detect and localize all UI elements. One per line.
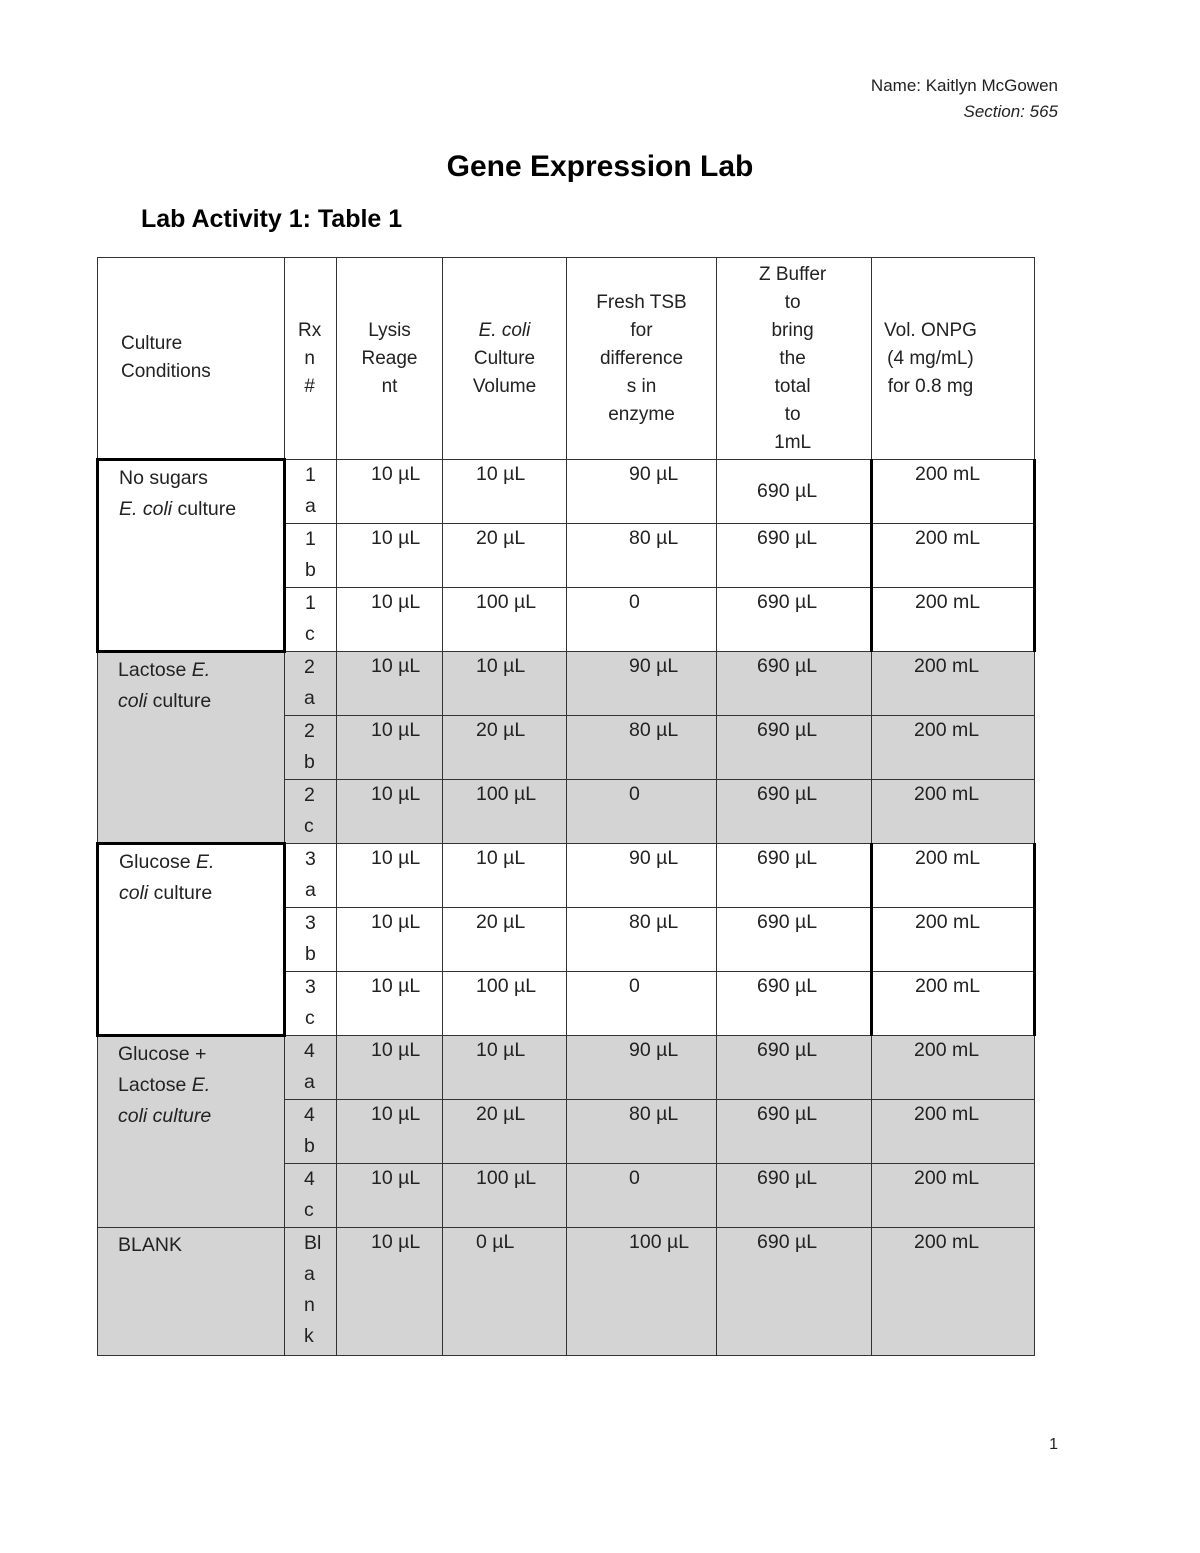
header-fresh-tsb xyxy=(567,258,717,460)
lysis-cell: 10 µL xyxy=(337,524,443,588)
lysis-cell: 10 µL xyxy=(337,1164,443,1228)
header-z-buffer-text xyxy=(759,261,826,457)
rxn-text: 1 xyxy=(305,464,316,486)
header-line: Lysis xyxy=(368,319,411,341)
rxn-cell xyxy=(285,844,337,908)
header-line: Vol. ONPG xyxy=(884,319,977,341)
header-line: bring xyxy=(771,319,814,341)
header-coli-volume xyxy=(443,258,567,460)
coli-volume-cell: 20 µL xyxy=(443,716,567,780)
header-line: Rx xyxy=(298,319,322,341)
z-buffer-cell: 690 µL xyxy=(717,1100,872,1164)
culture-condition-cell: BLANK xyxy=(98,1228,285,1356)
rxn-text: b xyxy=(305,559,316,581)
fresh-tsb-cell: 0 xyxy=(567,972,717,1036)
rxn-text: 2 xyxy=(304,656,315,678)
fresh-tsb-cell: 90 µL xyxy=(567,652,717,716)
rxn-cell xyxy=(285,460,337,524)
header-fresh-tsb-text xyxy=(596,289,686,429)
coli-volume-cell: 10 µL xyxy=(443,1036,567,1100)
fresh-tsb-cell: 90 µL xyxy=(567,1036,717,1100)
fresh-tsb-cell: 0 xyxy=(567,1164,717,1228)
header-rxn xyxy=(285,258,337,460)
onpg-cell: 200 mL xyxy=(872,1164,1035,1228)
coli-volume-cell: 10 µL xyxy=(443,652,567,716)
fresh-tsb-cell: 80 µL xyxy=(567,716,717,780)
header-line: for 0.8 mg xyxy=(887,375,974,397)
rxn-text: 4 xyxy=(304,1168,315,1190)
lysis-cell: 10 µL xyxy=(337,460,443,524)
rxn-text: Bl xyxy=(304,1232,322,1254)
header-line: total xyxy=(774,375,811,397)
rxn-text: k xyxy=(304,1325,314,1347)
coli-volume-cell: 100 µL xyxy=(443,588,567,652)
lysis-cell: 10 µL xyxy=(337,844,443,908)
onpg-cell: 200 mL xyxy=(872,588,1035,652)
rxn-text: c xyxy=(305,623,315,645)
header-line: nt xyxy=(381,375,398,397)
condition-text: Glucose + xyxy=(118,1043,207,1065)
z-buffer-cell: 690 µL xyxy=(717,1164,872,1228)
rxn-text: a xyxy=(304,687,315,709)
condition-text: Glucose xyxy=(119,851,196,873)
header-line: Fresh TSB xyxy=(596,291,687,313)
header-line: to xyxy=(784,291,801,313)
rxn-text: c xyxy=(305,1007,315,1029)
coli-volume-cell: 10 µL xyxy=(443,844,567,908)
culture-condition-cell xyxy=(98,652,285,844)
z-buffer-cell: 690 µL xyxy=(717,460,872,524)
table-row xyxy=(98,652,1035,716)
header-line: n xyxy=(304,347,315,369)
header-line: Reage xyxy=(361,347,418,369)
rxn-text: 1 xyxy=(305,528,316,550)
header-line: Culture xyxy=(473,347,536,369)
rxn-cell xyxy=(285,1228,337,1356)
onpg-cell: 200 mL xyxy=(872,1100,1035,1164)
table-row xyxy=(98,844,1035,908)
student-name: Name: Kaitlyn McGowen xyxy=(870,76,1058,95)
header-culture-conditions xyxy=(98,258,285,460)
rxn-cell xyxy=(285,1164,337,1228)
fresh-tsb-cell: 90 µL xyxy=(567,844,717,908)
z-buffer-cell: 690 µL xyxy=(717,652,872,716)
rxn-text: a xyxy=(305,495,316,517)
table-header-row xyxy=(98,258,1035,460)
onpg-cell: 200 mL xyxy=(872,780,1035,844)
condition-text: E. xyxy=(191,659,211,681)
condition-text: E. xyxy=(195,851,215,873)
header-line: enzyme xyxy=(608,403,675,425)
fresh-tsb-cell: 0 xyxy=(567,780,717,844)
coli-volume-cell: 10 µL xyxy=(443,460,567,524)
header-rxn-text xyxy=(298,317,321,401)
onpg-cell: 200 mL xyxy=(872,1036,1035,1100)
table-caption: Lab Activity 1: Table 1 xyxy=(141,205,403,233)
rxn-text: 4 xyxy=(304,1104,315,1126)
onpg-cell: 200 mL xyxy=(872,972,1035,1036)
condition-text: No sugars xyxy=(119,467,208,489)
rxn-cell xyxy=(285,652,337,716)
rxn-text: 4 xyxy=(304,1040,315,1062)
z-buffer-cell: 690 µL xyxy=(717,1036,872,1100)
header-z-buffer xyxy=(717,258,872,460)
rxn-text: b xyxy=(304,1135,315,1157)
onpg-cell: 200 mL xyxy=(872,460,1035,524)
lysis-cell: 10 µL xyxy=(337,588,443,652)
lysis-cell: 10 µL xyxy=(337,716,443,780)
header-coli-volume-text xyxy=(473,317,536,401)
onpg-cell: 200 mL xyxy=(872,1228,1035,1356)
rxn-text: 3 xyxy=(305,976,316,998)
rxn-cell xyxy=(285,972,337,1036)
onpg-cell: 200 mL xyxy=(872,652,1035,716)
page-number: 1 xyxy=(1049,1436,1058,1453)
rxn-text: 3 xyxy=(305,848,316,870)
coli-volume-cell: 100 µL xyxy=(443,1164,567,1228)
fresh-tsb-cell: 80 µL xyxy=(567,1100,717,1164)
header-line: difference xyxy=(599,347,684,369)
header-line: Conditions xyxy=(121,361,211,382)
header-line: for xyxy=(630,319,653,341)
rxn-cell xyxy=(285,1036,337,1100)
lysis-cell: 10 µL xyxy=(337,780,443,844)
condition-text: Lactose xyxy=(118,659,192,681)
lysis-cell: 10 µL xyxy=(337,652,443,716)
fresh-tsb-cell: 80 µL xyxy=(567,524,717,588)
lysis-cell: 10 µL xyxy=(337,1228,443,1356)
condition-text: E. xyxy=(119,498,138,520)
section-number: Section: 565 xyxy=(963,102,1058,121)
rxn-text: n xyxy=(304,1294,315,1316)
condition-text: culture xyxy=(148,882,213,904)
coli-volume-cell: 20 µL xyxy=(443,1100,567,1164)
rxn-text: 2 xyxy=(304,784,315,806)
z-buffer-cell: 690 µL xyxy=(717,780,872,844)
condition-text: culture xyxy=(147,1105,212,1127)
header-culture-conditions-text xyxy=(121,330,211,386)
rxn-text: 3 xyxy=(305,912,316,934)
coli-volume-cell: 100 µL xyxy=(443,780,567,844)
page-title: Gene Expression Lab xyxy=(446,150,754,183)
header-line: E. coli xyxy=(478,319,531,341)
coli-volume-cell: 20 µL xyxy=(443,908,567,972)
header-line: # xyxy=(304,375,315,397)
rxn-text: a xyxy=(304,1071,315,1093)
header-line: Z Buffer xyxy=(759,263,827,285)
culture-condition-cell xyxy=(98,1036,285,1228)
rxn-cell xyxy=(285,908,337,972)
coli-volume-cell: 100 µL xyxy=(443,972,567,1036)
condition-text: coli xyxy=(119,882,149,904)
header-onpg xyxy=(872,258,1035,460)
header-line: Culture xyxy=(121,333,183,354)
table-row xyxy=(98,460,1035,524)
header-lysis-text xyxy=(362,317,418,401)
fresh-tsb-cell: 90 µL xyxy=(567,460,717,524)
condition-text: coli xyxy=(118,690,148,712)
rxn-text: b xyxy=(304,751,315,773)
condition-text: coli xyxy=(142,498,173,520)
header-lysis xyxy=(337,258,443,460)
z-buffer-cell: 690 µL xyxy=(717,1228,872,1356)
table-row xyxy=(98,1036,1035,1100)
rxn-cell xyxy=(285,716,337,780)
lysis-cell: 10 µL xyxy=(337,908,443,972)
lysis-cell: 10 µL xyxy=(337,1036,443,1100)
rxn-text: a xyxy=(304,1263,315,1285)
rxn-cell xyxy=(285,780,337,844)
header-line: to xyxy=(784,403,801,425)
blank-row xyxy=(98,1228,1035,1356)
onpg-cell: 200 mL xyxy=(872,908,1035,972)
onpg-cell: 200 mL xyxy=(872,524,1035,588)
reaction-table xyxy=(96,257,1036,1356)
rxn-text: 2 xyxy=(304,720,315,742)
culture-condition-cell xyxy=(98,460,285,652)
z-buffer-cell: 690 µL xyxy=(717,588,872,652)
rxn-text: c xyxy=(304,1199,314,1221)
rxn-text: c xyxy=(304,815,314,837)
culture-condition-cell xyxy=(98,844,285,1036)
header-line: s in xyxy=(626,375,657,397)
header-onpg-text xyxy=(884,317,977,401)
condition-text: culture xyxy=(147,690,212,712)
header-line: 1mL xyxy=(774,431,812,453)
condition-text: culture xyxy=(172,498,237,520)
onpg-cell: 200 mL xyxy=(872,844,1035,908)
lysis-cell: 10 µL xyxy=(337,1100,443,1164)
table-body xyxy=(98,460,1035,1356)
onpg-cell: 200 mL xyxy=(872,716,1035,780)
header-line: the xyxy=(779,347,806,369)
condition-text: coli xyxy=(118,1105,148,1127)
fresh-tsb-cell: 80 µL xyxy=(567,908,717,972)
rxn-cell xyxy=(285,1100,337,1164)
fresh-tsb-cell: 0 xyxy=(567,588,717,652)
z-buffer-cell: 690 µL xyxy=(717,524,872,588)
rxn-text: 1 xyxy=(305,592,316,614)
z-buffer-cell: 690 µL xyxy=(717,716,872,780)
lysis-cell: 10 µL xyxy=(337,972,443,1036)
z-buffer-cell: 690 µL xyxy=(717,908,872,972)
coli-volume-cell: 0 µL xyxy=(443,1228,567,1356)
rxn-cell xyxy=(285,524,337,588)
z-buffer-cell: 690 µL xyxy=(717,844,872,908)
rxn-text: b xyxy=(305,943,316,965)
condition-text: E. xyxy=(191,1074,211,1096)
z-buffer-cell: 690 µL xyxy=(717,972,872,1036)
condition-text: Lactose xyxy=(118,1074,192,1096)
fresh-tsb-cell: 100 µL xyxy=(567,1228,717,1356)
rxn-cell xyxy=(285,588,337,652)
header-line: Volume xyxy=(472,375,537,397)
coli-volume-cell: 20 µL xyxy=(443,524,567,588)
rxn-text: a xyxy=(305,879,316,901)
header-line: (4 mg/mL) xyxy=(887,347,974,369)
